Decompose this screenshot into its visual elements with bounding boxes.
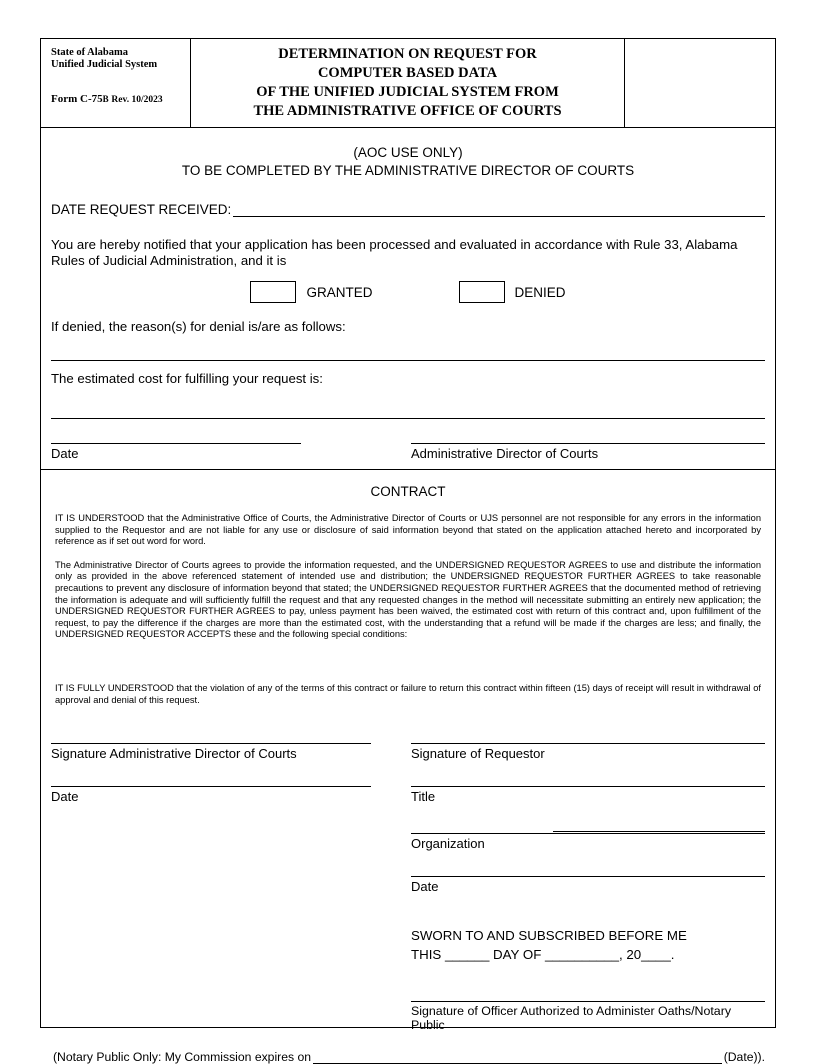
granted-label: GRANTED	[306, 284, 373, 300]
denied-label: DENIED	[514, 284, 566, 300]
court-system-name: Unified Judicial System	[51, 59, 158, 70]
determination-row	[51, 281, 765, 303]
date-request-received-label: DATE REQUEST RECEIVED:	[51, 202, 232, 217]
form-title-line-1: DETERMINATION ON REQUEST FOR	[278, 46, 537, 62]
denial-reason-input[interactable]	[51, 340, 765, 361]
contract-right-column	[411, 742, 765, 1032]
form-revision: Rev. 10/2023	[111, 95, 163, 105]
aoc-director-field	[411, 441, 765, 461]
spacer	[371, 742, 411, 1032]
contract-left-column	[51, 742, 371, 1032]
commission-expiration-date-note: (Date)).	[723, 1050, 765, 1064]
form-title-line-2: COMPUTER BASED DATA	[317, 65, 498, 81]
form-number: Form C-75	[51, 93, 103, 105]
aoc-completed-by-label: TO BE COMPLETED BY THE ADMINISTRATIVE DIRECTOR OF COURTS	[181, 163, 635, 178]
aoc-date-caption: Date	[51, 446, 79, 461]
form-number-block	[51, 93, 184, 105]
state-name: State of Alabama	[51, 47, 128, 58]
form-title	[191, 39, 625, 127]
estimated-cost-input[interactable]	[51, 386, 765, 419]
requestor-date-caption: Date	[411, 879, 439, 895]
form-title-line-3: OF THE UNIFIED JUDICIAL SYSTEM FROM	[256, 84, 559, 100]
header-left-cell	[41, 39, 191, 127]
aoc-signature-row	[51, 441, 765, 461]
date-request-received-input[interactable]	[233, 202, 765, 217]
sworn-line-2: THIS ______ DAY OF __________, 20____.	[411, 947, 675, 963]
contract-section	[41, 470, 775, 1064]
aoc-director-caption: Administrative Director of Courts	[411, 446, 599, 461]
form-number-suffix: B	[102, 94, 109, 104]
requestor-title-caption: Title	[411, 789, 436, 805]
commission-expiration-input[interactable]	[313, 1051, 722, 1064]
header-right-cell	[625, 39, 775, 127]
requestor-organization-caption: Organization	[411, 836, 485, 852]
spacer	[301, 441, 411, 461]
denial-reason-label: If denied, the reason(s) for denial is/are as follows:	[51, 319, 346, 334]
notary-signature-caption: Signature of Officer Authorized to Administer Oaths/Notary Public	[411, 1004, 732, 1033]
director-signature-caption: Signature Administrative Director of Courts	[51, 746, 297, 762]
aoc-date-field	[51, 441, 301, 461]
form-page	[40, 38, 776, 1064]
contract-paragraph-1: IT IS UNDERSTOOD that the Administrative Office of Courts, the Administrative Director of Courts or UJS personnel are not responsible for any errors in the information supplied to the Requestor and are not liable for any use or disclosure of said information beyond that stated on the application attached hereto and incorporated by reference as if set out word for word.	[55, 513, 761, 547]
aoc-section	[41, 128, 775, 470]
denied-checkbox[interactable]	[459, 281, 505, 303]
granted-checkbox[interactable]	[250, 281, 296, 303]
sworn-line-1: SWORN TO AND SUBSCRIBED BEFORE ME	[411, 928, 687, 944]
aoc-use-only-label: (AOC USE ONLY)	[353, 145, 463, 160]
contract-title: CONTRACT	[370, 484, 446, 499]
date-request-received-row	[51, 202, 765, 217]
aoc-use-only-block	[51, 128, 765, 180]
director-date-caption: Date	[51, 789, 79, 805]
contract-paragraph-2: The Administrative Director of Courts agrees to provide the information requested, and the UNDERSIGNED REQUESTOR AGREES to use and distribute the information only as provided in the above referenced statement of intended use and distribution; the UNDERSIGNED REQUESTOR FURTHER AGREES to take reasonable precautions to prevent any disclosure of information beyond that stated; the UNDERSIGNED REQUESTOR FURTHER AGREES that the documented method of retrieving the information is adequate and will sufficiently fulfill the request and that any requested changes in the method will necessitate submitting an entirely new application; the UNDERSIGNED REQUESTOR FURTHER AGREES to pay, unless payment has been waived, the estimated cost with return of this contract and, upon fulfillment of the request, to pay the difference if the charges are more than the estimated cost, with the understanding that a refund will be made if the charges are less; and finally, the UNDERSIGNED REQUESTOR ACCEPTS these and the following special conditions:	[55, 559, 761, 640]
commission-expiration-label: (Notary Public Only: My Commission expires on	[53, 1050, 312, 1064]
form-title-line-4: THE ADMINISTRATIVE OFFICE OF COURTS	[253, 103, 562, 119]
commission-expiration-row	[51, 1050, 765, 1064]
contract-paragraph-3: IT IS FULLY UNDERSTOOD that the violation of any of the terms of this contract or failure to return this contract within fifteen (15) days of receipt will result in withdrawal of approval and denial of this request.	[55, 682, 761, 705]
sworn-statement	[411, 908, 765, 964]
estimated-cost-label: The estimated cost for fulfilling your request is:	[51, 371, 323, 386]
notice-paragraph: You are hereby notified that your application has been processed and evaluated in accordance with Rule 33, Alabama Rules of Judicial Administration, and it is	[51, 237, 738, 268]
contract-signature-block	[51, 742, 765, 1032]
form-header	[41, 39, 775, 128]
requestor-signature-caption: Signature of Requestor	[411, 746, 545, 762]
